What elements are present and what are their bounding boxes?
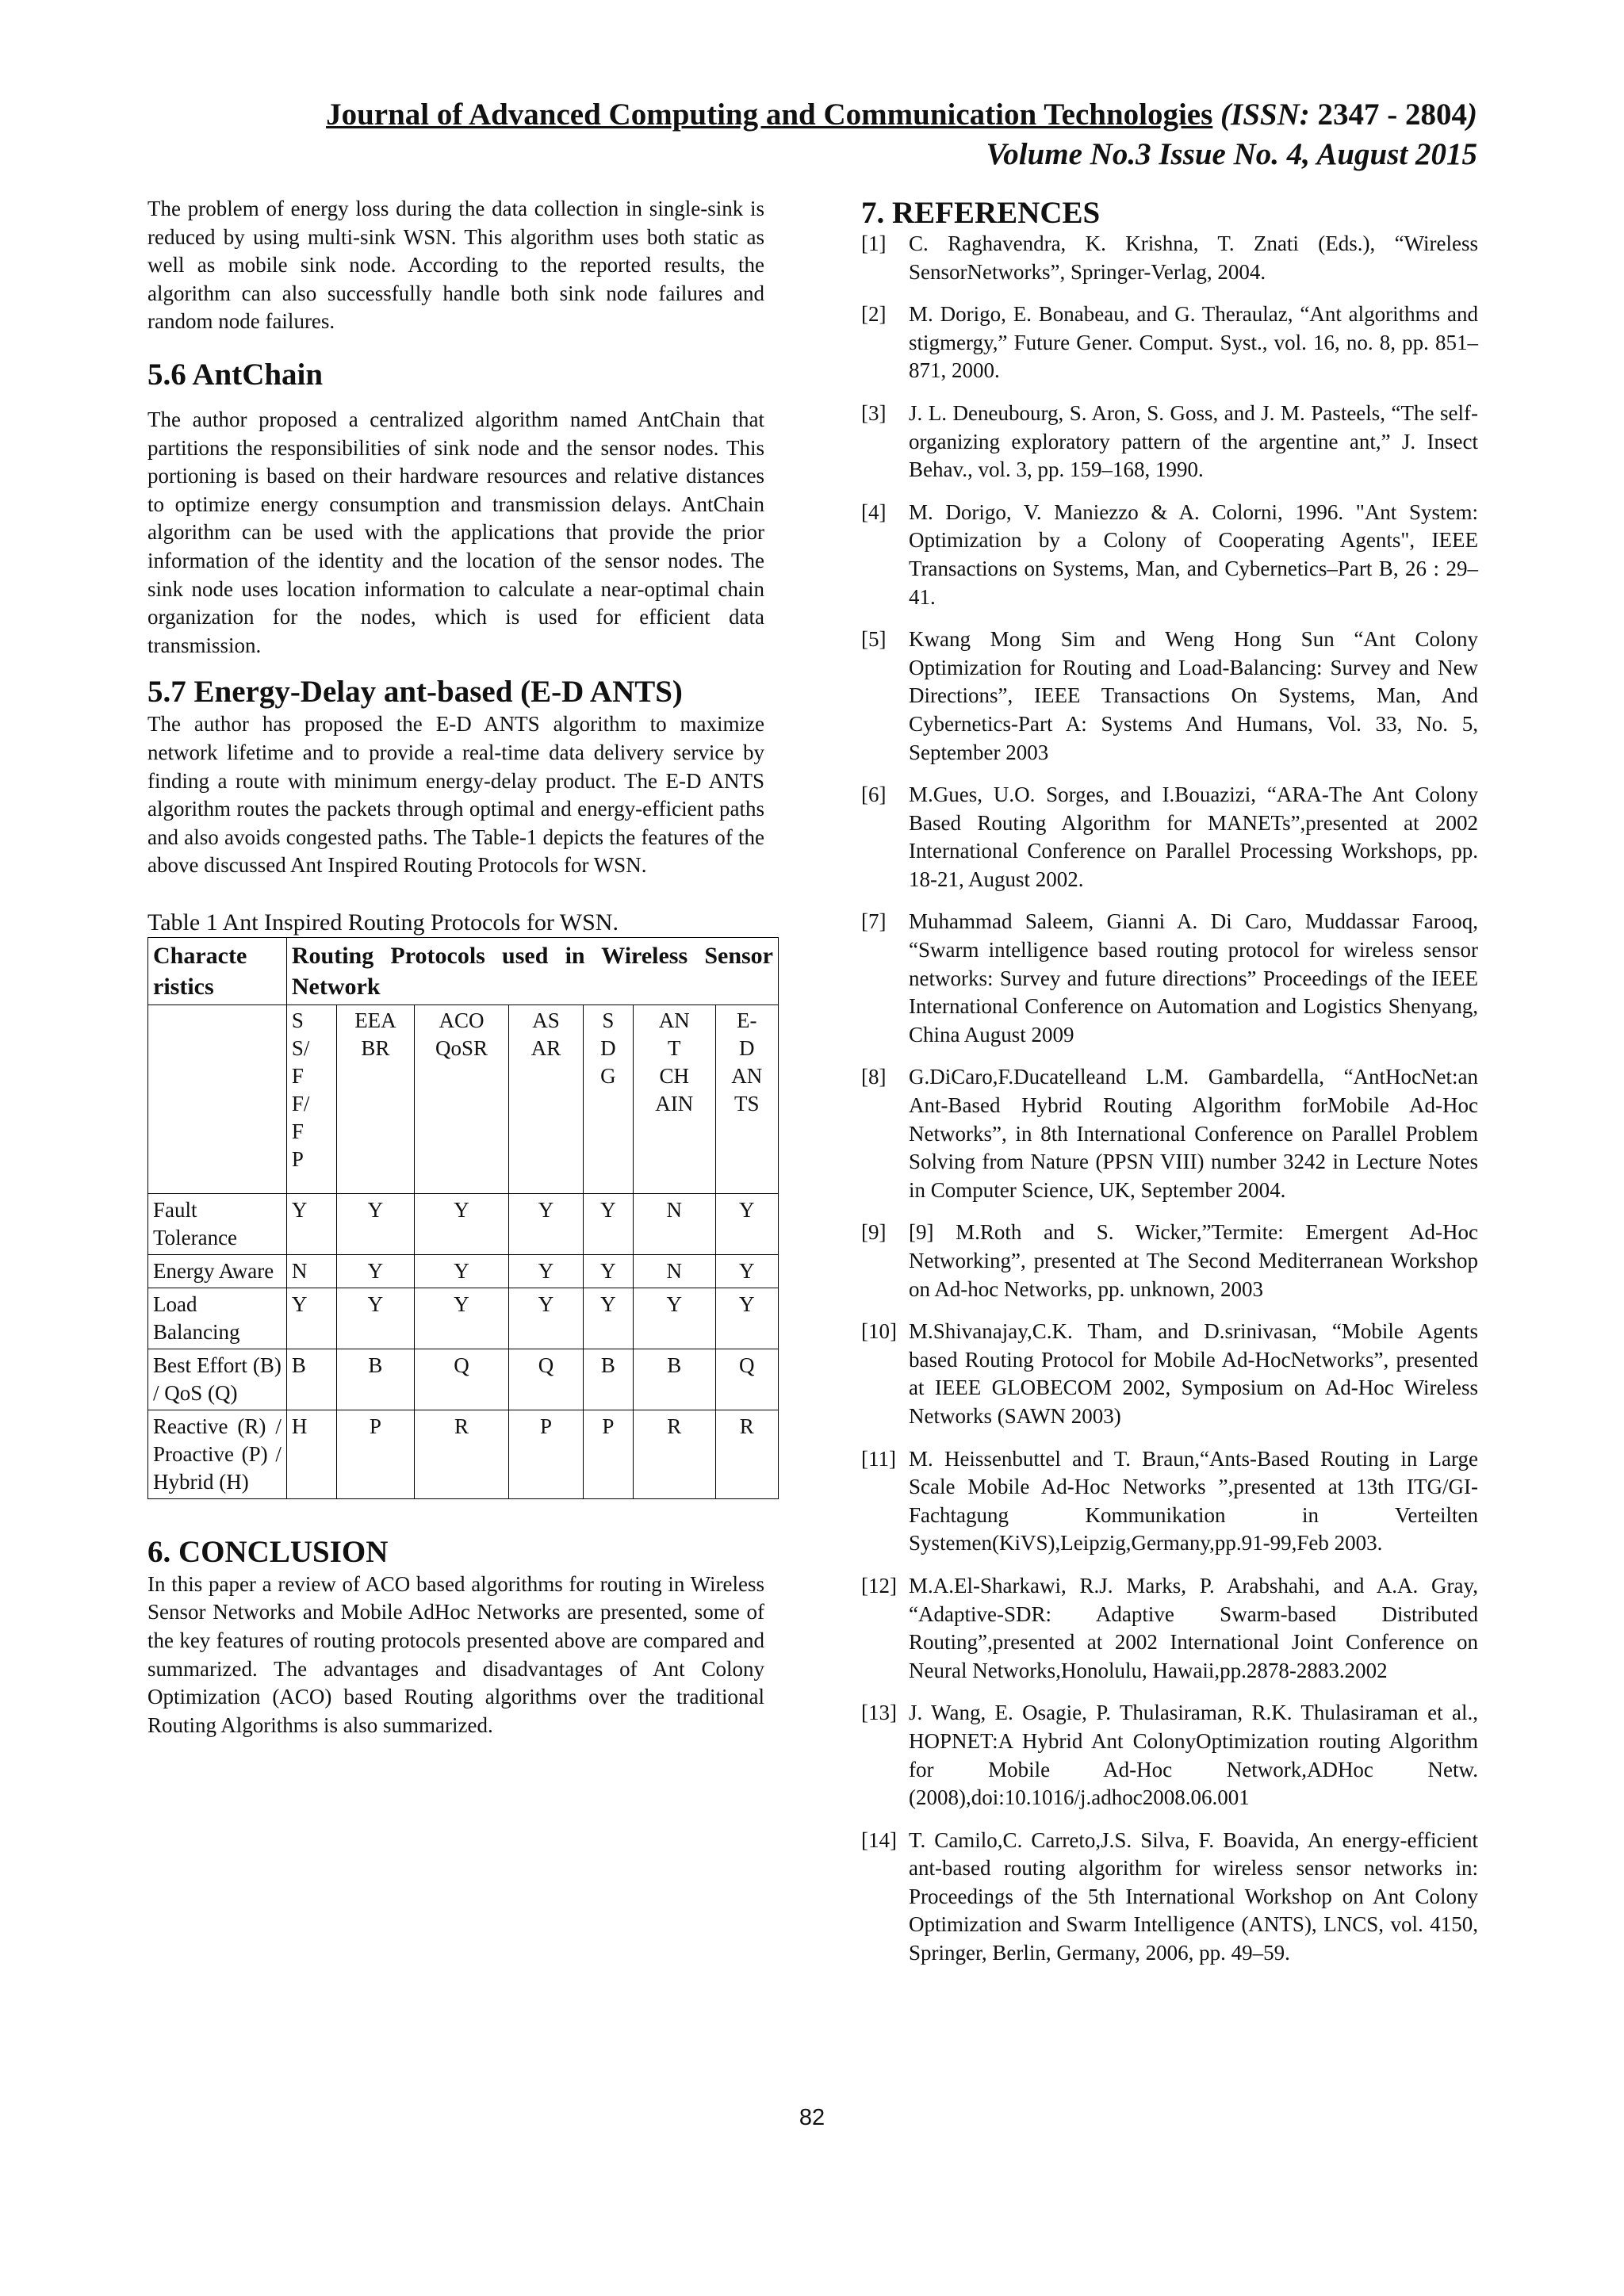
routing-protocols-table [147, 937, 779, 1499]
reference-item [861, 908, 1478, 1049]
section-5-7-text: The author has proposed the E-D ANTS algorithm to maximize network lifetime and to provide a real-time data delivery service by finding a route with minimum energy-delay product. The E-D ANTS algorithm routes the packets through optimal and energy-efficient paths and also avoids congested paths. The Table-1 depicts the features of the above discussed Ant Inspired Routing Protocols for WSN. [147, 712, 764, 878]
reference-text: M.Shivanajay,C.K. Tham, and D.srinivasan, “Mobile Agents based Routing Protocol for Mobile Ad-HocNetworks”, presented at IEEE GLOBECOM 2002, Symposium on Ad-Hoc Wireless Networks (SAWN 2003) [909, 1319, 1478, 1428]
table-cell: R [634, 1410, 716, 1498]
protocol-header-3: AS AR [509, 1004, 583, 1193]
protocol-header-2: ACO QoSR [414, 1004, 509, 1193]
table-cell: Y [337, 1288, 414, 1349]
table-cell: B [583, 1349, 633, 1410]
table-cell: Y [634, 1288, 716, 1349]
section-5-7-heading: 5.7 Energy-Delay ant-based (E-D ANTS) [147, 675, 683, 710]
table-cell: N [634, 1193, 716, 1254]
section-6-heading: 6. CONCLUSION [147, 1534, 389, 1569]
table-cell: R [715, 1410, 778, 1498]
reference-number: [11] [861, 1446, 896, 1471]
table-cell: Y [414, 1193, 509, 1254]
protocol-header-6: E- D AN TS [715, 1004, 778, 1193]
reference-item [861, 1063, 1478, 1204]
table-cell: Y [715, 1193, 778, 1254]
reference-item [861, 499, 1478, 611]
running-header [326, 95, 1477, 174]
reference-number: [12] [861, 1573, 897, 1598]
protocol-header-5: AN T CH AIN [634, 1004, 716, 1193]
issn-value: 2347 - 2804 [1309, 98, 1467, 132]
left-column [147, 195, 773, 1739]
protocol-header-4: S D G [583, 1004, 633, 1193]
reference-number: [8] [861, 1065, 887, 1089]
reference-text: G.DiCaro,F.Ducatelleand L.M. Gambardella, “AntHocNet:an Ant-Based Hybrid Routing Algorithm forMobile Ad-Hoc Networks”, in 8th International Conference on Parallel Problem Solving from Nature (PPSN VIII) number 3242 in Lecture Notes in Computer Science, UK, September 2004. [909, 1065, 1478, 1202]
reference-number: [9] [861, 1220, 887, 1245]
table-cell: Y [286, 1288, 336, 1349]
reference-item [861, 400, 1478, 484]
table-cell: Y [509, 1288, 583, 1349]
reference-item [861, 626, 1478, 767]
page-number: 82 [799, 2105, 825, 2130]
reference-item [861, 781, 1478, 894]
table-cell: Y [337, 1254, 414, 1288]
section-5-6-text: The author proposed a centralized algorithm named AntChain that partitions the responsibilities of sink node and the sensor nodes. This portioning is based on their hardware resources and relative distances to optimize energy consumption and transmission delays. AntChain algorithm can be used with the applications that provide the prior information of the identity and the location of the sensor nodes. The sink node uses location information to calculate a near-optimal chain organization for the nodes, which is used for efficient data transmission. [147, 407, 764, 657]
table-header-row [148, 937, 779, 1004]
reference-item [861, 1318, 1478, 1430]
reference-text: Kwang Mong Sim and Weng Hong Sun “Ant Colony Optimization for Routing and Load-Balancing: Survey and New Directions”, IEEE Transactions On Systems, Man, And Cybernetics-Part A: Systems And Humans, Vol. 33, No. 5, September 2003 [909, 627, 1478, 764]
table-cell: B [634, 1349, 716, 1410]
table-group-header: Routing Protocols used in Wireless Sensor Network [286, 937, 778, 1004]
reference-text: M. Dorigo, V. Maniezzo & A. Colorni, 1996. "Ant System: Optimization by a Colony of Cooperating Agents", IEEE Transactions on Systems, Man, and Cybernetics–Part B, 26 : 29–41. [909, 499, 1478, 609]
reference-text: M.A.El-Sharkawi, R.J. Marks, P. Arabshahi, and A.A. Gray, “Adaptive-SDR: Adaptive Swarm-based Distributed Routing”,presented at 2002 International Joint Conference on Neural Networks,Honolulu, Hawaii,pp.2878-2883.2002 [909, 1573, 1478, 1682]
table-cell: Y [715, 1288, 778, 1349]
table-cell: B [286, 1349, 336, 1410]
reference-number: [5] [861, 627, 887, 652]
reference-number: [3] [861, 400, 887, 425]
table-cell: P [337, 1410, 414, 1498]
table-cell: Y [414, 1254, 509, 1288]
journal-title-line [326, 95, 1477, 135]
table-cell: N [286, 1254, 336, 1288]
reference-text: M.Gues, U.O. Sorges, and I.Bouazizi, “ARA-The Ant Colony Based Routing Algorithm for MANETs”,presented at 2002 International Conference on Parallel Processing Workshops, pp. 18-21, August 2002. [909, 783, 1478, 891]
table-cell: R [414, 1410, 509, 1498]
issn-label: (ISSN: [1212, 98, 1310, 132]
reference-item [861, 1699, 1478, 1812]
row-label: Fault Tolerance [148, 1193, 287, 1254]
reference-number: [14] [861, 1827, 897, 1852]
protocol-header-0: S S/ F F/ F P [286, 1004, 336, 1193]
section-6-text: In this paper a review of ACO based algorithms for routing in Wireless Sensor Networks and Mobile AdHoc Networks are presented, some of the key features of routing protocols presented above are compared and summarized. The advantages and disadvantages of Ant Colony Optimization (ACO) based Routing algorithms over the traditional Routing Algorithms is also summarized. [147, 1571, 764, 1737]
references-heading: 7. REFERENCES [861, 196, 1101, 230]
table-cell: Y [583, 1288, 633, 1349]
reference-text: [9] M.Roth and S. Wicker,”Termite: Emergent Ad-Hoc Networking”, presented at The Second Mediterranean Workshop on Ad-hoc Networks, pp. unknown, 2003 [909, 1220, 1478, 1301]
reference-number: [13] [861, 1701, 897, 1725]
table-cell: B [337, 1349, 414, 1410]
table-caption: Table 1 Ant Inspired Routing Protocols for WSN. [147, 909, 619, 936]
table-corner-header: Characte ristics [148, 937, 287, 1004]
reference-item [861, 1572, 1478, 1685]
table-cell: Y [414, 1288, 509, 1349]
row-label: Reactive (R) / Proactive (P) / Hybrid (H) [148, 1410, 287, 1498]
table-cell: P [509, 1410, 583, 1498]
reference-number: [7] [861, 909, 887, 934]
table-cell: H [286, 1410, 336, 1498]
table-row [148, 1288, 779, 1349]
table-cell: Y [509, 1193, 583, 1254]
reference-text: Muhammad Saleem, Gianni A. Di Caro, Muddassar Farooq, “Swarm intelligence based routing protocol for wireless sensor networks: Survey and future directions” Proceedings of the IEEE International Conference on Automation and Logistics Shenyang, China August 2009 [909, 909, 1478, 1047]
section-5-6-heading: 5.6 AntChain [147, 357, 324, 392]
protocol-header-1: EEA BR [337, 1004, 414, 1193]
row-label: Energy Aware [148, 1254, 287, 1288]
table-row [148, 1193, 779, 1254]
right-column [861, 195, 1478, 1982]
reference-item [861, 1219, 1478, 1303]
reference-item [861, 230, 1478, 286]
table-row [148, 1254, 779, 1288]
table-row [148, 1349, 779, 1410]
table-empty-cell [148, 1004, 287, 1193]
table-cell: Y [509, 1254, 583, 1288]
reference-number: [6] [861, 783, 887, 807]
table-cell: Q [509, 1349, 583, 1410]
reference-item [861, 300, 1478, 385]
reference-number: [4] [861, 499, 887, 524]
table-cell: Q [414, 1349, 509, 1410]
reference-text: C. Raghavendra, K. Krishna, T. Znati (Eds.), “Wireless SensorNetworks”, Springer-Verlag, 2004. [909, 232, 1478, 284]
table-protocol-row [148, 1004, 779, 1193]
row-label: Best Effort (B) / QoS (Q) [148, 1349, 287, 1410]
table-cell: Y [583, 1193, 633, 1254]
volume-issue: Volume No.3 Issue No. 4, August 2015 [986, 137, 1477, 171]
reference-text: T. Camilo,C. Carreto,J.S. Silva, F. Boavida, An energy-efficient ant-based routing algorithm for wireless sensor networks in: Proceedings of the 5th International Workshop on Ant Colony Optimization and Swarm Intelligence (ANTS), LNCS, vol. 4150, Springer, Berlin, Germany, 2006, pp. 49–59. [909, 1827, 1478, 1965]
reference-text: M. Heissenbuttel and T. Braun,“Ants-Based Routing in Large Scale Mobile Ad-Hoc Networks ”,presented at 13th ITG/GI-Fachtagung Kommunikation in Verteilten Systemen(KiVS),Leipzig,Germany,pp.91-99,Feb 2003. [909, 1446, 1478, 1556]
reference-number: [10] [861, 1319, 897, 1344]
table-row [148, 1410, 779, 1498]
reference-number: [2] [861, 302, 887, 327]
table-cell: P [583, 1410, 633, 1498]
row-label: Load Balancing [148, 1288, 287, 1349]
reference-list [861, 230, 1478, 1968]
table-cell: Y [583, 1254, 633, 1288]
reference-item [861, 1445, 1478, 1558]
reference-text: M. Dorigo, E. Bonabeau, and G. Theraulaz, “Ant algorithms and stigmergy,” Future Gener. Comput. Syst., vol. 16, no. 8, pp. 851–871, 2000. [909, 302, 1478, 383]
journal-name: Journal of Advanced Computing and Communication Technologies [326, 98, 1213, 132]
reference-text: J. L. Deneubourg, S. Aron, S. Goss, and J. M. Pasteels, “The self-organizing exploratory pattern of the argentine ant,” J. Insect Behav., vol. 3, pp. 159–168, 1990. [909, 400, 1478, 482]
intro-paragraph: The problem of energy loss during the data collection in single-sink is reduced by using multi-sink WSN. This algorithm uses both static as well as mobile sink node. According to the reported results, the algorithm can also successfully handle both sink node failures and random node failures. [147, 197, 764, 334]
table-cell: Y [286, 1193, 336, 1254]
issn-close: ) [1467, 98, 1477, 132]
reference-item [861, 1827, 1478, 1968]
table-cell: Q [715, 1349, 778, 1410]
reference-text: J. Wang, E. Osagie, P. Thulasiraman, R.K. Thulasiraman et al., HOPNET:A Hybrid Ant ColonyOptimization routing Algorithm for Mobile Ad-Hoc Network,ADHoc Netw.(2008),doi:10.1016/j.adhoc2008.06.001 [909, 1701, 1478, 1810]
reference-number: [1] [861, 232, 887, 255]
table-cell: Y [337, 1193, 414, 1254]
table-cell: Y [715, 1254, 778, 1288]
table-cell: N [634, 1254, 716, 1288]
